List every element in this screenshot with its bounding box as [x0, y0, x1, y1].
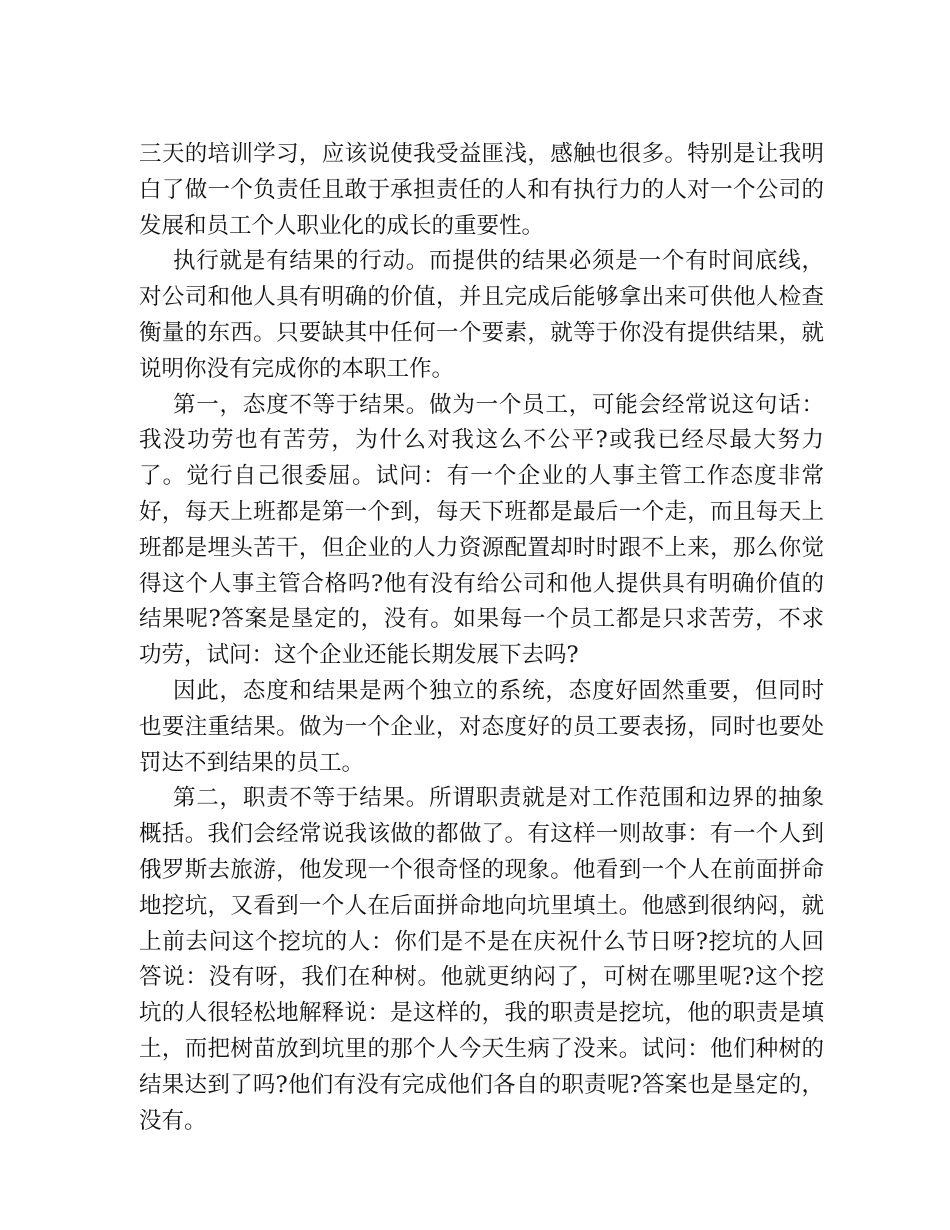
paragraph-4: 因此，态度和结果是两个独立的系统，态度好固然重要，但同时也要注重结果。做为一个企业，对态度好的员工要表扬，同时也要处罚达不到结果的员工。 [139, 677, 824, 776]
paragraph-2: 执行就是有结果的行动。而提供的结果必须是一个有时间底线，对公司和他人具有明确的价值，并且完成后能够拿出来可供他人检查衡量的东西。只要缺其中任何一个要素，就等于你没有提供结果，就说明你没有完成你的本职工作。 [139, 248, 824, 382]
paragraph-1: 三天的培训学习，应该说使我受益匪浅，感触也很多。特别是让我明白了做一个负责任且敢于承担责任的人和有执行力的人对一个公司的发展和员工个人职业化的成长的重要性。 [139, 141, 824, 239]
paragraph-5: 第二，职责不等于结果。所谓职责就是对工作范围和边界的抽象概括。我们会经常说我该做的都做了。有这样一则故事：有一个人到俄罗斯去旅游，他发现一个很奇怪的现象。他看到一个人在前面拼命地挖坑，又看到一个人在后面拼命地向坑里填土。他感到很纳闷，就上前去问这个挖坑的人：你们是不是在庆祝什么节日呀?挖坑的人回答说：没有呀，我们在种树。他就更纳闷了，可树在哪里呢?这个挖坑的人很轻松地解释说：是这样的，我的职责是挖坑，他的职责是填土，而把树苗放到坑里的那个人今天生病了没来。试问：他们种树的结果达到了吗?他们有没有完成他们各自的职责呢?答案也是垦定的，没有。 [139, 785, 824, 1134]
document-body [139, 137, 824, 1139]
paragraph-3: 第一，态度不等于结果。做为一个员工，可能会经常说这句话：我没功劳也有苦劳，为什么对我这么不公平?或我已经尽最大努力了。觉行自己很委屈。试问：有一个企业的人事主管工作态度非常好，每天上班都是第一个到，每天下班都是最后一个走，而且每天上班都是埋头苦干，但企业的人力资源配置却时时跟不上来，那么你觉得这个人事主管合格吗?他有没有给公司和他人提供具有明确价值的结果呢?答案是垦定的，没有。如果每一个员工都是只求苦劳，不求功劳，试问：这个企业还能长期发展下去吗? [139, 391, 824, 669]
